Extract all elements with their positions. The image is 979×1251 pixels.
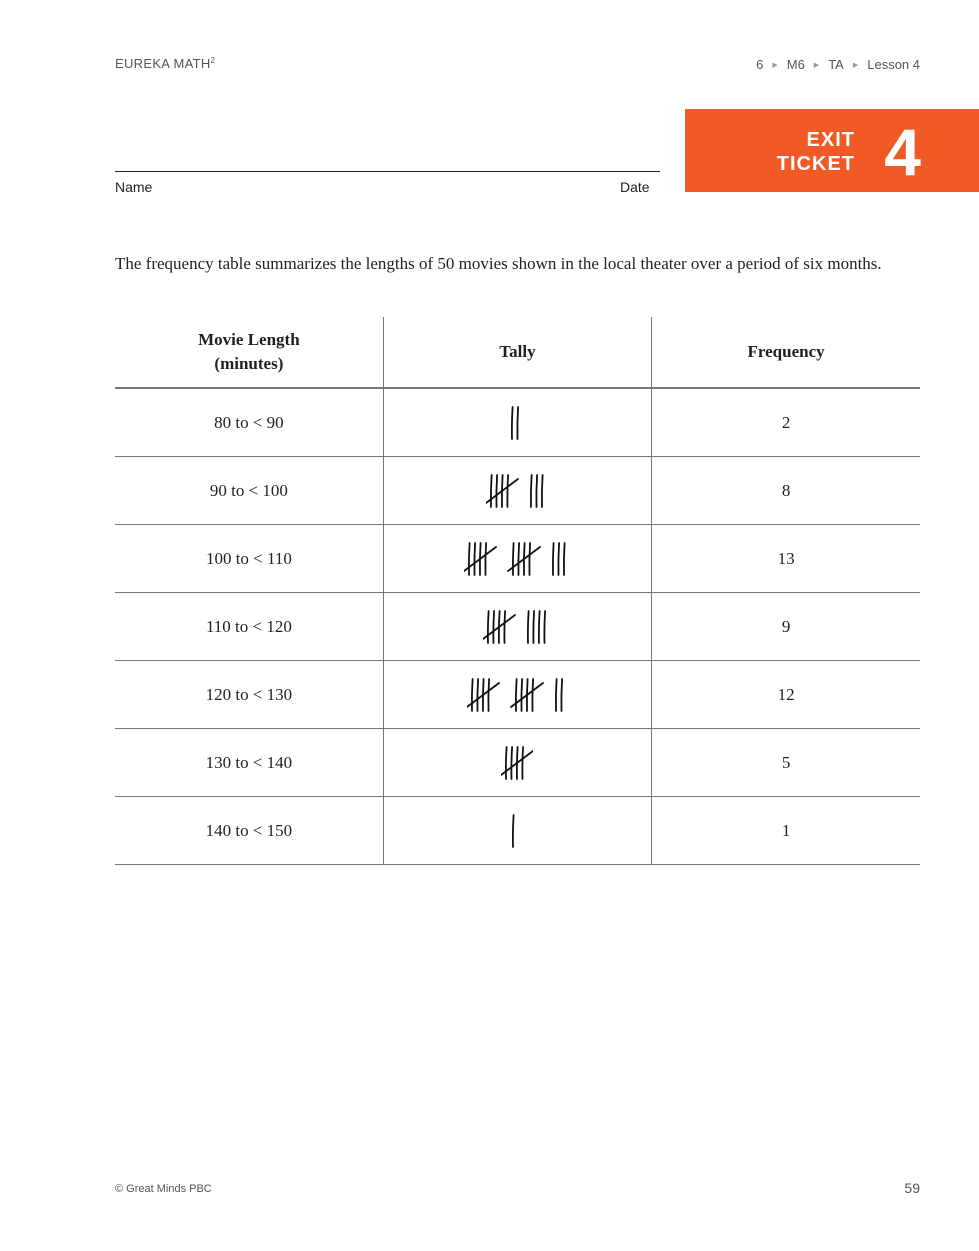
tally-marks-icon (512, 811, 522, 851)
tally-stroke (512, 747, 513, 779)
tally-stroke (553, 543, 554, 575)
tally-stroke (559, 543, 560, 575)
tally-marks-icon (483, 607, 551, 647)
table-row (115, 661, 920, 729)
frequency-cell: 12 (652, 661, 920, 729)
copyright: © Great Minds PBC (115, 1183, 212, 1195)
tally-stroke (469, 543, 470, 575)
table-row (115, 593, 920, 661)
tally-stroke (477, 679, 478, 711)
tally-stroke (531, 475, 532, 507)
tally-stroke (561, 679, 562, 711)
movie-length-cell: 130 to < 140 (115, 729, 383, 797)
tally-stroke (488, 611, 489, 643)
table-row (115, 525, 920, 593)
tally-cell (383, 729, 651, 797)
exit-ticket-line1: EXIT (806, 129, 855, 151)
table-row (115, 457, 920, 525)
table-row (115, 729, 920, 797)
tally-stroke (506, 747, 507, 779)
brand-label: EUREKA MATH$^2$ (115, 56, 216, 71)
tally-stroke (491, 475, 492, 507)
movie-length-cell: 80 to < 90 (115, 388, 383, 457)
tally-marks-icon (486, 471, 549, 511)
frequency-cell: 9 (652, 593, 920, 661)
tally-marks-icon (464, 539, 571, 579)
breadcrumb (756, 57, 920, 72)
problem-prompt: The frequency table summarizes the lengths of 50 movies shown in the local theater over a period of six months. (115, 254, 882, 273)
tally-stroke (528, 611, 529, 643)
chevron-right-icon: ▶ (813, 61, 820, 69)
tally-cell (383, 388, 651, 457)
tally-cell (383, 661, 651, 729)
tally-stroke (534, 611, 535, 643)
tally-stroke (516, 679, 517, 711)
chevron-right-icon: ▶ (772, 61, 778, 69)
date-label: Date (620, 179, 650, 195)
tally-cell (383, 593, 651, 661)
tally-stroke (545, 611, 546, 643)
tally-marks-icon (467, 675, 568, 715)
frequency-cell: 5 (652, 729, 920, 797)
tally-stroke (497, 475, 498, 507)
breadcrumb-module: M6 (786, 57, 805, 72)
breadcrumb-grade: 6 (756, 57, 764, 72)
movie-length-cell: 110 to < 120 (115, 593, 383, 661)
exit-ticket-number: 4 (884, 115, 921, 189)
tally-stroke (486, 543, 487, 575)
tally-cell (383, 525, 651, 593)
movie-length-cell: 120 to < 130 (115, 661, 383, 729)
tally-stroke (537, 475, 538, 507)
table-header-row (115, 317, 920, 388)
tally-stroke (564, 543, 565, 575)
tally-stroke (521, 679, 522, 711)
tally-stroke (475, 543, 476, 575)
frequency-cell: 2 (652, 388, 920, 457)
tally-cell (383, 457, 651, 525)
header-tally: Tally (383, 317, 651, 388)
chevron-right-icon: ▶ (852, 61, 859, 69)
tally-stroke (523, 747, 524, 779)
tally-stroke (542, 475, 543, 507)
movie-length-cell: 140 to < 150 (115, 797, 383, 865)
page-number: 59 (904, 1180, 920, 1196)
table-row (115, 797, 920, 865)
tally-stroke (532, 679, 533, 711)
tally-stroke (505, 611, 506, 643)
tally-stroke (488, 679, 489, 711)
tally-marks-icon (511, 403, 524, 443)
tally-stroke (472, 679, 473, 711)
tally-stroke (513, 543, 514, 575)
tally-marks-icon (501, 743, 533, 783)
header-movie-length: Movie Length (minutes) (115, 317, 383, 388)
frequency-table (115, 317, 920, 865)
tally-stroke (530, 543, 531, 575)
exit-ticket-badge (685, 109, 979, 192)
movie-length-cell: 90 to < 100 (115, 457, 383, 525)
tally-stroke (508, 475, 509, 507)
tally-stroke (494, 611, 495, 643)
tally-stroke (519, 543, 520, 575)
header-frequency: Frequency (652, 317, 920, 388)
tally-stroke (556, 679, 557, 711)
tally-stroke (513, 815, 514, 847)
frequency-cell: 8 (652, 457, 920, 525)
name-label: Name (115, 179, 153, 195)
breadcrumb-topic: TA (828, 57, 844, 72)
tally-stroke (512, 407, 513, 439)
frequency-cell: 1 (652, 797, 920, 865)
frequency-cell: 13 (652, 525, 920, 593)
movie-length-cell: 100 to < 110 (115, 525, 383, 593)
tally-stroke (539, 611, 540, 643)
name-date-line[interactable] (115, 171, 660, 172)
tally-cell (383, 797, 651, 865)
exit-ticket-line2: TICKET (776, 153, 855, 175)
tally-stroke (517, 407, 518, 439)
table-row (115, 388, 920, 457)
breadcrumb-lesson: Lesson 4 (867, 57, 920, 72)
